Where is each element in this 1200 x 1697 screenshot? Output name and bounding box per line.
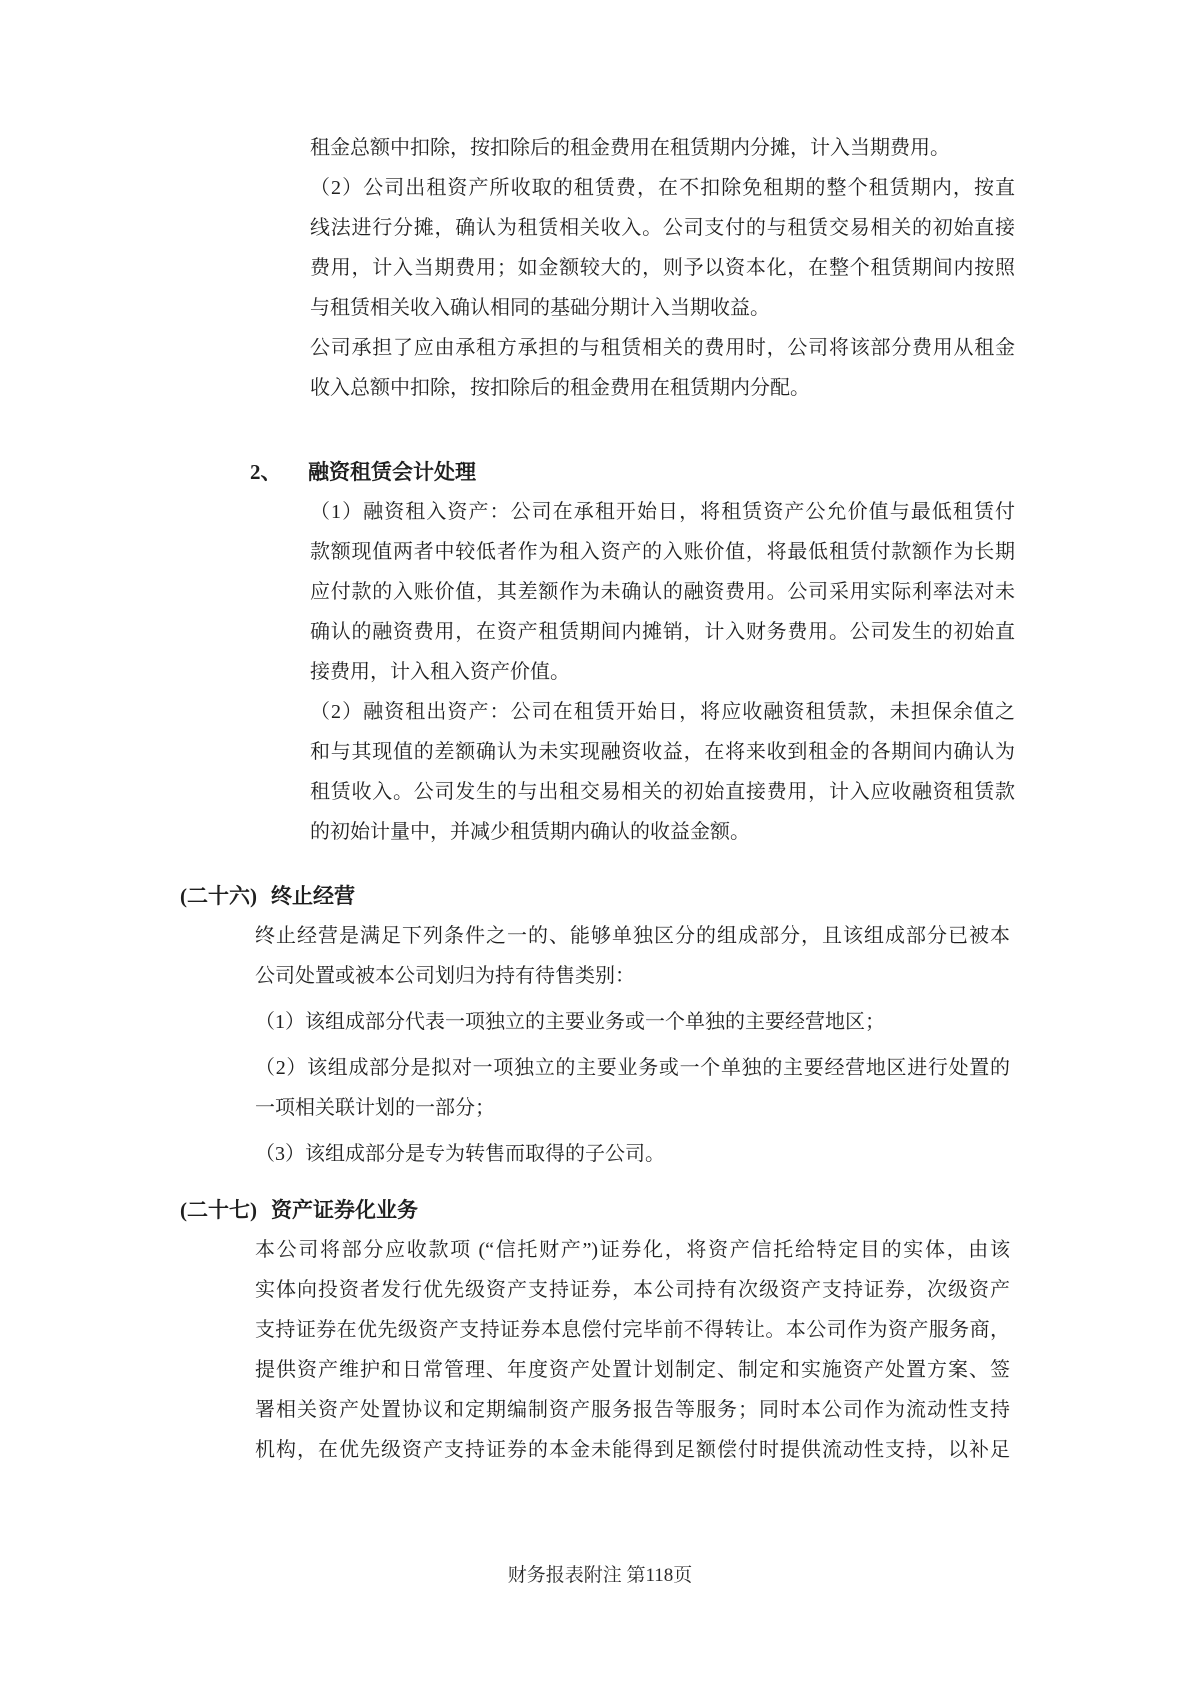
text-line: 终止经营是满足下列条件之一的、能够单独区分的组成部分，且该组成部分已被本	[255, 925, 1010, 947]
text-line: （2）公司出租资产所收取的租赁费，在不扣除免租期的整个租赁期内，按直	[310, 177, 1015, 199]
text-line: 一项相关联计划的一部分；	[255, 1097, 495, 1119]
text-line: 款额现值两者中较低者作为租入资产的入账价值，将最低租赁付款额作为长期	[310, 541, 1015, 563]
section26-body	[255, 916, 1010, 1174]
text-line: （1）融资租入资产：公司在承租开始日，将租赁资产公允价值与最低租赁付	[310, 501, 1015, 523]
paragraph-rent-deduction	[310, 128, 1015, 168]
paragraph-finance-lease-out	[310, 692, 1015, 852]
paragraph-operating-lease-out	[310, 168, 1015, 328]
item-number: 2、	[250, 460, 282, 484]
page-footer: 财务报表附注 第118页	[507, 1565, 693, 1586]
paragraph-securitization	[255, 1230, 1010, 1470]
lease-intro-block	[310, 128, 1015, 408]
paragraph-finance-lease-in	[310, 492, 1015, 692]
text-line: 应付款的入账价值，其差额作为未确认的融资费用。公司采用实际利率法对未	[310, 581, 1015, 603]
section26-number: (二十六)	[180, 884, 257, 908]
text-line: 支持证券在优先级资产支持证券本息偿付完毕前不得转让。本公司作为资产服务商，	[255, 1319, 1010, 1341]
paragraph-condition-2	[255, 1048, 1010, 1128]
text-line: 实体向投资者发行优先级资产支持证券，本公司持有次级资产支持证券，次级资产	[255, 1279, 1010, 1301]
text-line: 接费用，计入租入资产价值。	[310, 661, 570, 683]
text-line: 提供资产维护和日常管理、年度资产处置计划制定、制定和实施资产处置方案、签	[255, 1359, 1010, 1381]
text-line: 的初始计量中，并减少租赁期内确认的收益金额。	[310, 821, 750, 843]
text-line: 租赁收入。公司发生的与出租交易相关的初始直接费用，计入应收融资租赁款	[310, 781, 1015, 803]
finance-lease-heading	[250, 452, 1200, 492]
text-line: 机构，在优先级资产支持证券的本金未能得到足额偿付时提供流动性支持，以补足	[255, 1439, 1010, 1461]
text-line: 租金总额中扣除，按扣除后的租金费用在租赁期内分摊，计入当期费用。	[310, 137, 950, 159]
paragraph-lessee-fees	[310, 328, 1015, 408]
section27-number: (二十七)	[180, 1198, 257, 1222]
finance-lease-block	[310, 492, 1015, 852]
section26-title: 终止经营	[271, 884, 355, 908]
text-line: 费用，计入当期费用；如金额较大的，则予以资本化，在整个租赁期间内按照	[310, 257, 1015, 279]
text-line: 确认的融资费用，在资产租赁期间内摊销，计入财务费用。公司发生的初始直	[310, 621, 1015, 643]
text-line: 公司处置或被本公司划归为持有待售类别：	[255, 965, 635, 987]
text-line: （2）该组成部分是拟对一项独立的主要业务或一个单独的主要经营地区进行处置的	[255, 1057, 1010, 1079]
text-line: （3）该组成部分是专为转售而取得的子公司。	[255, 1143, 665, 1165]
text-line: （2）融资租出资产：公司在租赁开始日，将应收融资租赁款，未担保余值之	[310, 701, 1015, 723]
paragraph-discontinued-def	[255, 916, 1010, 996]
text-line: 与租赁相关收入确认相同的基础分期计入当期收益。	[310, 297, 770, 319]
text-line: 线法进行分摊，确认为租赁相关收入。公司支付的与租赁交易相关的初始直接	[310, 217, 1015, 239]
text-line: 收入总额中扣除，按扣除后的租金费用在租赁期内分配。	[310, 377, 810, 399]
section27-body	[255, 1230, 1010, 1470]
item-title: 融资租赁会计处理	[308, 460, 476, 484]
section27-heading	[180, 1190, 1200, 1230]
section26-heading	[180, 876, 1200, 916]
text-line: （1）该组成部分代表一项独立的主要业务或一个单独的主要经营地区；	[255, 1011, 885, 1033]
paragraph-condition-3	[255, 1134, 1010, 1174]
text-line: 公司承担了应由承租方承担的与租赁相关的费用时，公司将该部分费用从租金	[310, 337, 1015, 359]
section27-title: 资产证券化业务	[271, 1198, 418, 1222]
text-line: 和与其现值的差额确认为未实现融资收益，在将来收到租金的各期间内确认为	[310, 741, 1015, 763]
paragraph-condition-1	[255, 1002, 1010, 1042]
text-line: 本公司将部分应收款项 (“信托财产”)证券化，将资产信托给特定目的实体，由该	[255, 1239, 1010, 1261]
text-line: 署相关资产处置协议和定期编制资产服务报告等服务；同时本公司作为流动性支持	[255, 1399, 1010, 1421]
